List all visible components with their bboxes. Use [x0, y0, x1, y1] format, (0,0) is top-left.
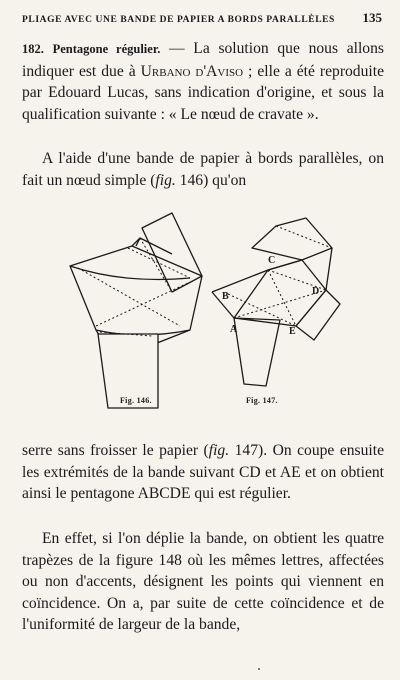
page-header — [22, 10, 382, 26]
paragraph-text: ). On coupe ensuite les extrémités de la bande suivant CD et AE et on obtient ainsi le pentagone ABCDE qui est régulier. — [22, 442, 384, 503]
paragraph-cut — [22, 440, 384, 505]
figure-reference: fig. — [155, 171, 176, 189]
section-title: Pentagone régulier. — [52, 42, 161, 56]
running-head: PLIAGE AVEC UNE BANDE DE PAPIER A BORDS PARALLÈLES — [22, 15, 335, 25]
fig147-pentagon-drawing — [212, 218, 340, 386]
section-number: 182. — [22, 42, 44, 56]
fig147-label-b: B — [222, 291, 229, 302]
paragraph-knot — [22, 148, 384, 191]
author-name: Urbano d'Aviso — [140, 62, 244, 80]
paragraph-text: serre sans froisser le papier ( — [22, 442, 209, 459]
paragraph-text: En effet, si l'on déplie la bande, on obtient les quatre trapèzes de la figure 148 où les mêmes lettres, affectées ou non d'accents, désignent les points qui viennent en coïncidence. On a, par suite de cette coïncidence et de l'uniformité de largeur de la bande, — [22, 530, 384, 634]
fig147-label-a: A — [230, 324, 238, 335]
paragraph-text: ; elle a été reproduite par Edouard Lucas, sans indication d'origine, et sous la qualification suivante : « Le nœud de cravate ». — [22, 62, 384, 123]
figure-146-caption: Fig. 146. — [120, 396, 152, 405]
figure-reference: fig. — [208, 442, 230, 459]
figure-number: 147 — [229, 442, 258, 459]
paragraph-text: ) qu'on — [203, 171, 247, 189]
paragraph-text: — La solution que nous allons indiquer est due à — [22, 40, 384, 80]
fig147-label-d: D — [312, 286, 320, 297]
paragraph-unfold — [22, 528, 384, 636]
paragraph-182 — [22, 38, 384, 125]
page-number: 135 — [362, 10, 382, 25]
fig147-label-c: C — [268, 255, 276, 266]
figures-area — [40, 208, 370, 418]
paragraph-text: A l'aide d'une bande de papier à bords parallèles, on fait un nœud simple ( — [22, 150, 384, 189]
figures-drawing — [40, 208, 370, 418]
figure-147-caption: Fig. 147. — [246, 396, 278, 405]
fig147-label-e: E — [289, 326, 296, 337]
figure-number: 146 — [175, 171, 204, 189]
fig146-knot-drawing — [70, 213, 202, 408]
ink-dot — [258, 668, 260, 670]
